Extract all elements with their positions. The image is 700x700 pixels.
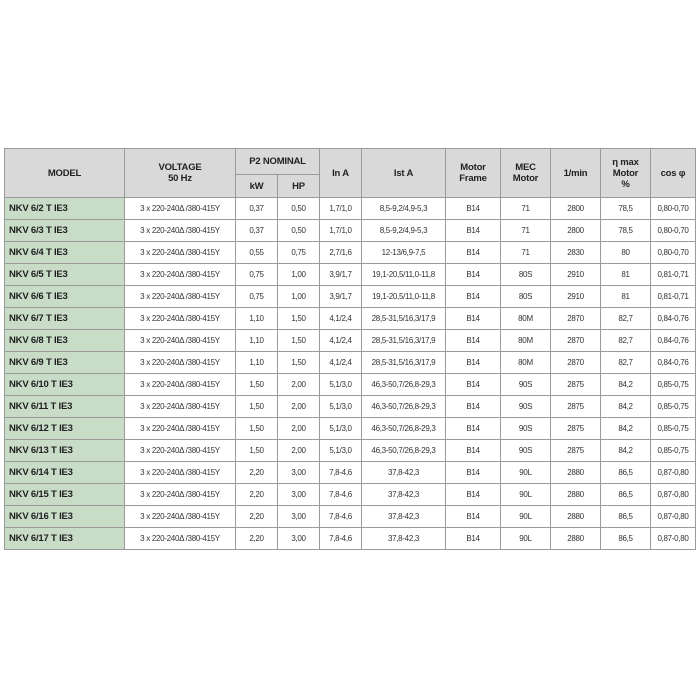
hp-cell: 1,00 [278,264,320,286]
hp-cell: 3,00 [278,462,320,484]
eta-cell: 86,5 [601,528,651,550]
voltage-cell: 3 x 220-240Δ /380-415Y [125,352,236,374]
voltage-cell: 3 x 220-240Δ /380-415Y [125,198,236,220]
table-row [5,374,696,396]
mec-motor-cell: 90L [501,528,551,550]
table-row [5,528,696,550]
hp-cell: 1,50 [278,308,320,330]
ist-a-cell: 8,5-9,2/4,9-5,3 [362,198,446,220]
voltage-cell: 3 x 220-240Δ /380-415Y [125,440,236,462]
eta-cell: 84,2 [601,396,651,418]
in-a-cell: 7,8-4,6 [320,506,362,528]
header-ist-a: Ist A [362,149,446,198]
rpm-cell: 2880 [551,484,601,506]
motor-frame-cell: B14 [446,264,501,286]
motor-frame-cell: B14 [446,528,501,550]
mec-motor-cell: 90L [501,462,551,484]
motor-frame-cell: B14 [446,440,501,462]
ist-a-cell: 37,8-42,3 [362,506,446,528]
rpm-cell: 2870 [551,352,601,374]
motor-frame-cell: B14 [446,286,501,308]
hp-cell: 0,50 [278,198,320,220]
kw-cell: 2,20 [236,484,278,506]
voltage-cell: 3 x 220-240Δ /380-415Y [125,506,236,528]
in-a-cell: 3,9/1,7 [320,264,362,286]
in-a-cell: 7,8-4,6 [320,462,362,484]
model-cell: NKV 6/2 T IE3 [5,198,125,220]
motor-frame-cell: B14 [446,374,501,396]
cos-phi-cell: 0,84-0,76 [651,308,696,330]
hp-cell: 1,00 [278,286,320,308]
table-row [5,352,696,374]
rpm-cell: 2800 [551,220,601,242]
cos-phi-cell: 0,81-0,71 [651,286,696,308]
header-voltage-line-1: VOLTAGE [158,162,202,173]
ist-a-cell: 19,1-20,5/11,0-11,8 [362,286,446,308]
ist-a-cell: 46,3-50,7/26,8-29,3 [362,396,446,418]
rpm-cell: 2880 [551,506,601,528]
kw-cell: 0,75 [236,286,278,308]
rpm-cell: 2880 [551,462,601,484]
table-row [5,396,696,418]
eta-cell: 84,2 [601,440,651,462]
kw-cell: 2,20 [236,528,278,550]
ist-a-cell: 46,3-50,7/26,8-29,3 [362,418,446,440]
header-motor-frame-line-1: Motor [460,162,486,173]
in-a-cell: 2,7/1,6 [320,242,362,264]
voltage-cell: 3 x 220-240Δ /380-415Y [125,462,236,484]
mec-motor-cell: 90S [501,440,551,462]
motor-data-table-container [4,148,695,550]
rpm-cell: 2830 [551,242,601,264]
rpm-cell: 2870 [551,330,601,352]
mec-motor-cell: 71 [501,242,551,264]
table-row [5,242,696,264]
header-eta-max [601,149,651,198]
cos-phi-cell: 0,80-0,70 [651,220,696,242]
cos-phi-cell: 0,80-0,70 [651,198,696,220]
cos-phi-cell: 0,80-0,70 [651,242,696,264]
ist-a-cell: 37,8-42,3 [362,462,446,484]
eta-cell: 82,7 [601,308,651,330]
table-row [5,506,696,528]
rpm-cell: 2870 [551,308,601,330]
motor-frame-cell: B14 [446,352,501,374]
model-cell: NKV 6/3 T IE3 [5,220,125,242]
mec-motor-cell: 90L [501,484,551,506]
eta-cell: 82,7 [601,352,651,374]
ist-a-cell: 37,8-42,3 [362,528,446,550]
in-a-cell: 1,7/1,0 [320,220,362,242]
model-cell: NKV 6/17 T IE3 [5,528,125,550]
header-motor-frame-line-2: Frame [459,173,487,184]
rpm-cell: 2875 [551,418,601,440]
motor-frame-cell: B14 [446,396,501,418]
mec-motor-cell: 80S [501,264,551,286]
motor-frame-cell: B14 [446,220,501,242]
rpm-cell: 2875 [551,440,601,462]
motor-frame-cell: B14 [446,330,501,352]
motor-frame-cell: B14 [446,418,501,440]
rpm-cell: 2880 [551,528,601,550]
table-row [5,440,696,462]
header-p2-nominal: P2 NOMINAL [236,149,320,175]
mec-motor-cell: 80S [501,286,551,308]
rpm-cell: 2875 [551,396,601,418]
eta-cell: 78,5 [601,220,651,242]
header-voltage-line-2: 50 Hz [168,173,192,184]
hp-cell: 0,75 [278,242,320,264]
ist-a-cell: 46,3-50,7/26,8-29,3 [362,374,446,396]
table-row [5,308,696,330]
model-cell: NKV 6/4 T IE3 [5,242,125,264]
ist-a-cell: 28,5-31,5/16,3/17,9 [362,330,446,352]
kw-cell: 1,50 [236,440,278,462]
hp-cell: 2,00 [278,396,320,418]
cos-phi-cell: 0,87-0,80 [651,462,696,484]
in-a-cell: 7,8-4,6 [320,484,362,506]
eta-cell: 78,5 [601,198,651,220]
in-a-cell: 4,1/2,4 [320,330,362,352]
header-model: MODEL [5,149,125,198]
model-cell: NKV 6/6 T IE3 [5,286,125,308]
mec-motor-cell: 71 [501,198,551,220]
mec-motor-cell: 71 [501,220,551,242]
model-cell: NKV 6/16 T IE3 [5,506,125,528]
motor-frame-cell: B14 [446,506,501,528]
eta-cell: 84,2 [601,418,651,440]
cos-phi-cell: 0,84-0,76 [651,330,696,352]
cos-phi-cell: 0,85-0,75 [651,440,696,462]
model-cell: NKV 6/5 T IE3 [5,264,125,286]
kw-cell: 2,20 [236,506,278,528]
kw-cell: 0,37 [236,220,278,242]
hp-cell: 0,50 [278,220,320,242]
model-cell: NKV 6/13 T IE3 [5,440,125,462]
cos-phi-cell: 0,87-0,80 [651,484,696,506]
ist-a-cell: 46,3-50,7/26,8-29,3 [362,440,446,462]
model-cell: NKV 6/14 T IE3 [5,462,125,484]
kw-cell: 2,20 [236,462,278,484]
in-a-cell: 4,1/2,4 [320,352,362,374]
hp-cell: 3,00 [278,506,320,528]
model-cell: NKV 6/15 T IE3 [5,484,125,506]
motor-frame-cell: B14 [446,198,501,220]
hp-cell: 2,00 [278,418,320,440]
header-motor-frame [446,149,501,198]
model-cell: NKV 6/8 T IE3 [5,330,125,352]
voltage-cell: 3 x 220-240Δ /380-415Y [125,220,236,242]
cos-phi-cell: 0,85-0,75 [651,396,696,418]
motor-frame-cell: B14 [446,462,501,484]
cos-phi-cell: 0,87-0,80 [651,506,696,528]
kw-cell: 0,37 [236,198,278,220]
model-cell: NKV 6/9 T IE3 [5,352,125,374]
model-cell: NKV 6/11 T IE3 [5,396,125,418]
table-header [5,149,696,198]
eta-cell: 80 [601,242,651,264]
model-cell: NKV 6/7 T IE3 [5,308,125,330]
voltage-cell: 3 x 220-240Δ /380-415Y [125,264,236,286]
mec-motor-cell: 80M [501,352,551,374]
voltage-cell: 3 x 220-240Δ /380-415Y [125,396,236,418]
rpm-cell: 2910 [551,264,601,286]
rpm-cell: 2910 [551,286,601,308]
mec-motor-cell: 80M [501,330,551,352]
kw-cell: 0,75 [236,264,278,286]
hp-cell: 2,00 [278,440,320,462]
in-a-cell: 3,9/1,7 [320,286,362,308]
rpm-cell: 2800 [551,198,601,220]
header-eta-max-line-1: η max [612,156,639,168]
mec-motor-cell: 80M [501,308,551,330]
table-row [5,484,696,506]
header-kw: kW [236,175,278,198]
kw-cell: 1,50 [236,374,278,396]
in-a-cell: 5,1/3,0 [320,440,362,462]
table-row [5,462,696,484]
motor-frame-cell: B14 [446,242,501,264]
hp-cell: 2,00 [278,374,320,396]
cos-phi-cell: 0,85-0,75 [651,418,696,440]
table-row [5,264,696,286]
voltage-cell: 3 x 220-240Δ /380-415Y [125,242,236,264]
header-in-a: In A [320,149,362,198]
kw-cell: 1,50 [236,418,278,440]
motor-data-table [4,148,696,550]
eta-cell: 86,5 [601,484,651,506]
voltage-cell: 3 x 220-240Δ /380-415Y [125,484,236,506]
table-row [5,330,696,352]
ist-a-cell: 12-13/6,9-7,5 [362,242,446,264]
voltage-cell: 3 x 220-240Δ /380-415Y [125,330,236,352]
ist-a-cell: 37,8-42,3 [362,484,446,506]
cos-phi-cell: 0,84-0,76 [651,352,696,374]
in-a-cell: 5,1/3,0 [320,396,362,418]
eta-cell: 82,7 [601,330,651,352]
ist-a-cell: 28,5-31,5/16,3/17,9 [362,308,446,330]
motor-frame-cell: B14 [446,484,501,506]
cos-phi-cell: 0,87-0,80 [651,528,696,550]
header-mec-motor [501,149,551,198]
kw-cell: 1,10 [236,352,278,374]
table-row [5,198,696,220]
mec-motor-cell: 90L [501,506,551,528]
voltage-cell: 3 x 220-240Δ /380-415Y [125,308,236,330]
in-a-cell: 5,1/3,0 [320,418,362,440]
eta-cell: 84,2 [601,374,651,396]
table-row [5,286,696,308]
mec-motor-cell: 90S [501,396,551,418]
voltage-cell: 3 x 220-240Δ /380-415Y [125,374,236,396]
in-a-cell: 5,1/3,0 [320,374,362,396]
table-row [5,418,696,440]
rpm-cell: 2875 [551,374,601,396]
ist-a-cell: 8,5-9,2/4,9-5,3 [362,220,446,242]
model-cell: NKV 6/12 T IE3 [5,418,125,440]
eta-cell: 81 [601,286,651,308]
in-a-cell: 4,1/2,4 [320,308,362,330]
cos-phi-cell: 0,81-0,71 [651,264,696,286]
eta-cell: 86,5 [601,506,651,528]
ist-a-cell: 19,1-20,5/11,0-11,8 [362,264,446,286]
mec-motor-cell: 90S [501,418,551,440]
header-rpm: 1/min [551,149,601,198]
header-mec-motor-line-1: MEC [515,162,536,173]
hp-cell: 1,50 [278,330,320,352]
header-eta-max-line-3: % [621,178,630,190]
kw-cell: 1,50 [236,396,278,418]
kw-cell: 1,10 [236,330,278,352]
in-a-cell: 7,8-4,6 [320,528,362,550]
header-mec-motor-line-2: Motor [512,173,539,184]
motor-frame-cell: B14 [446,308,501,330]
eta-cell: 86,5 [601,462,651,484]
voltage-cell: 3 x 220-240Δ /380-415Y [125,286,236,308]
table-body [5,198,696,550]
table-row [5,220,696,242]
header-eta-max-line-2: Motor [612,167,639,179]
header-voltage [125,149,236,198]
ist-a-cell: 28,5-31,5/16,3/17,9 [362,352,446,374]
model-cell: NKV 6/10 T IE3 [5,374,125,396]
hp-cell: 3,00 [278,484,320,506]
voltage-cell: 3 x 220-240Δ /380-415Y [125,418,236,440]
kw-cell: 0,55 [236,242,278,264]
hp-cell: 3,00 [278,528,320,550]
kw-cell: 1,10 [236,308,278,330]
mec-motor-cell: 90S [501,374,551,396]
in-a-cell: 1,7/1,0 [320,198,362,220]
voltage-cell: 3 x 220-240Δ /380-415Y [125,528,236,550]
eta-cell: 81 [601,264,651,286]
hp-cell: 1,50 [278,352,320,374]
header-cos-phi: cos φ [651,149,696,198]
cos-phi-cell: 0,85-0,75 [651,374,696,396]
header-hp: HP [278,175,320,198]
